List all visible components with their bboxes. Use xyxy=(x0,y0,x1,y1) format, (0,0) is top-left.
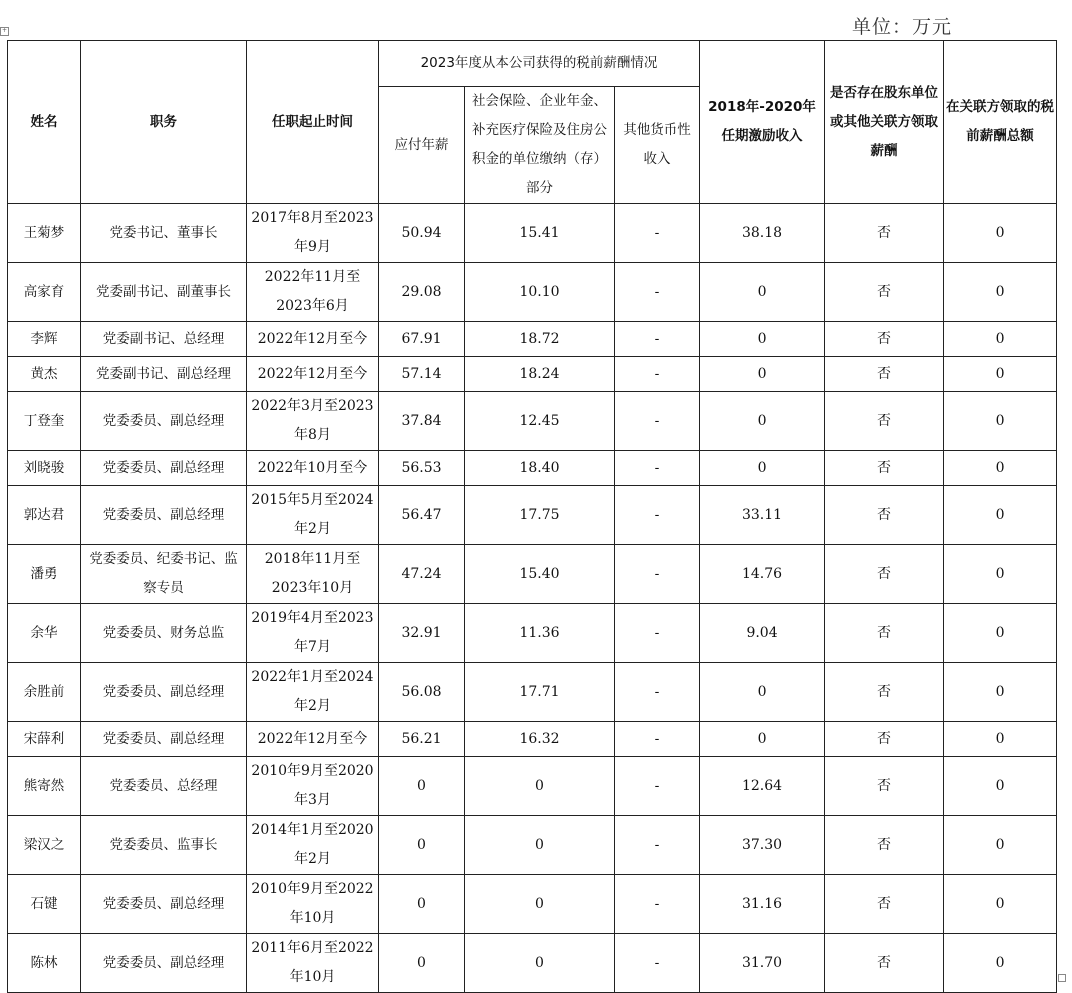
row-tenure: 2022年3月至2023年8月 xyxy=(247,392,379,451)
salary-table xyxy=(7,40,1057,993)
table-row xyxy=(8,663,1057,722)
row-other-income: - xyxy=(615,357,700,392)
header-position: 职务 xyxy=(81,41,247,204)
header-related-total: 在关联方领取的税前薪酬总额 xyxy=(944,41,1057,204)
row-social-insurance: 16.32 xyxy=(465,722,615,757)
row-position: 党委委员、总经理 xyxy=(81,757,247,816)
row-social-insurance: 12.45 xyxy=(465,392,615,451)
row-other-income: - xyxy=(615,486,700,545)
row-incentive: 0 xyxy=(700,663,825,722)
table-row xyxy=(8,875,1057,934)
row-other-income: - xyxy=(615,263,700,322)
row-incentive: 0 xyxy=(700,392,825,451)
row-social-insurance: 0 xyxy=(465,816,615,875)
row-incentive: 31.70 xyxy=(700,934,825,993)
row-name: 石键 xyxy=(8,875,81,934)
row-position: 党委委员、副总经理 xyxy=(81,722,247,757)
row-name: 高家育 xyxy=(8,263,81,322)
row-tenure: 2022年10月至今 xyxy=(247,451,379,486)
row-other-income: - xyxy=(615,451,700,486)
header-other-income: 其他货币性收入 xyxy=(615,87,700,204)
row-position: 党委委员、纪委书记、监察专员 xyxy=(81,545,247,604)
row-position: 党委委员、副总经理 xyxy=(81,392,247,451)
row-incentive: 0 xyxy=(700,357,825,392)
row-social-insurance: 17.75 xyxy=(465,486,615,545)
row-tenure: 2018年11月至2023年10月 xyxy=(247,545,379,604)
row-social-insurance: 18.72 xyxy=(465,322,615,357)
row-tenure: 2015年5月至2024年2月 xyxy=(247,486,379,545)
salary-table-body xyxy=(8,204,1057,993)
row-salary: 67.91 xyxy=(379,322,465,357)
table-row xyxy=(8,757,1057,816)
row-related-total: 0 xyxy=(944,663,1057,722)
row-salary: 0 xyxy=(379,757,465,816)
row-related-total: 0 xyxy=(944,263,1057,322)
row-related-total: 0 xyxy=(944,604,1057,663)
table-row xyxy=(8,392,1057,451)
row-incentive: 14.76 xyxy=(700,545,825,604)
header-annual-salary: 应付年薪 xyxy=(379,87,465,204)
row-other-income: - xyxy=(615,934,700,993)
unit-label: 单位：万元 xyxy=(852,16,953,38)
row-other-income: - xyxy=(615,322,700,357)
row-other-income: - xyxy=(615,875,700,934)
row-salary: 47.24 xyxy=(379,545,465,604)
table-row xyxy=(8,204,1057,263)
row-related-party: 否 xyxy=(825,322,944,357)
row-incentive: 33.11 xyxy=(700,486,825,545)
row-name: 余华 xyxy=(8,604,81,663)
header-related-party: 是否存在股东单位或其他关联方领取薪酬 xyxy=(825,41,944,204)
row-position: 党委委员、副总经理 xyxy=(81,663,247,722)
header-2023-group: 2023年度从本公司获得的税前薪酬情况 xyxy=(379,41,700,87)
row-position: 党委副书记、总经理 xyxy=(81,322,247,357)
row-position: 党委书记、董事长 xyxy=(81,204,247,263)
row-related-party: 否 xyxy=(825,451,944,486)
row-related-party: 否 xyxy=(825,663,944,722)
row-tenure: 2022年12月至今 xyxy=(247,357,379,392)
row-name: 丁登奎 xyxy=(8,392,81,451)
row-related-party: 否 xyxy=(825,263,944,322)
row-position: 党委委员、监事长 xyxy=(81,816,247,875)
row-salary: 0 xyxy=(379,875,465,934)
row-incentive: 12.64 xyxy=(700,757,825,816)
row-related-party: 否 xyxy=(825,486,944,545)
row-position: 党委委员、财务总监 xyxy=(81,604,247,663)
row-social-insurance: 15.40 xyxy=(465,545,615,604)
row-related-total: 0 xyxy=(944,875,1057,934)
row-salary: 56.08 xyxy=(379,663,465,722)
row-salary: 0 xyxy=(379,934,465,993)
table-row xyxy=(8,545,1057,604)
row-related-total: 0 xyxy=(944,934,1057,993)
table-row xyxy=(8,451,1057,486)
row-incentive: 0 xyxy=(700,722,825,757)
row-salary: 56.53 xyxy=(379,451,465,486)
row-name: 郭达君 xyxy=(8,486,81,545)
row-social-insurance: 11.36 xyxy=(465,604,615,663)
row-tenure: 2010年9月至2022年10月 xyxy=(247,875,379,934)
table-row xyxy=(8,722,1057,757)
row-related-party: 否 xyxy=(825,816,944,875)
row-related-total: 0 xyxy=(944,722,1057,757)
row-incentive: 0 xyxy=(700,451,825,486)
row-related-party: 否 xyxy=(825,875,944,934)
row-position: 党委委员、副总经理 xyxy=(81,934,247,993)
row-tenure: 2017年8月至2023年9月 xyxy=(247,204,379,263)
row-related-total: 0 xyxy=(944,204,1057,263)
row-tenure: 2022年12月至今 xyxy=(247,722,379,757)
row-other-income: - xyxy=(615,545,700,604)
table-row xyxy=(8,486,1057,545)
row-related-party: 否 xyxy=(825,604,944,663)
row-salary: 37.84 xyxy=(379,392,465,451)
row-social-insurance: 10.10 xyxy=(465,263,615,322)
row-social-insurance: 18.24 xyxy=(465,357,615,392)
row-related-party: 否 xyxy=(825,722,944,757)
row-tenure: 2022年11月至2023年6月 xyxy=(247,263,379,322)
row-tenure: 2022年12月至今 xyxy=(247,322,379,357)
row-other-income: - xyxy=(615,816,700,875)
row-name: 李辉 xyxy=(8,322,81,357)
table-row xyxy=(8,322,1057,357)
row-related-total: 0 xyxy=(944,357,1057,392)
row-incentive: 9.04 xyxy=(700,604,825,663)
row-related-party: 否 xyxy=(825,357,944,392)
row-related-total: 0 xyxy=(944,545,1057,604)
row-name: 陈林 xyxy=(8,934,81,993)
row-salary: 32.91 xyxy=(379,604,465,663)
row-position: 党委副书记、副董事长 xyxy=(81,263,247,322)
row-position: 党委副书记、副总经理 xyxy=(81,357,247,392)
row-name: 梁汉之 xyxy=(8,816,81,875)
row-social-insurance: 0 xyxy=(465,934,615,993)
row-incentive: 37.30 xyxy=(700,816,825,875)
header-tenure: 任职起止时间 xyxy=(247,41,379,204)
row-related-total: 0 xyxy=(944,392,1057,451)
row-incentive: 31.16 xyxy=(700,875,825,934)
row-name: 王菊梦 xyxy=(8,204,81,263)
row-related-party: 否 xyxy=(825,934,944,993)
row-tenure: 2011年6月至2022年10月 xyxy=(247,934,379,993)
row-salary: 57.14 xyxy=(379,357,465,392)
row-incentive: 38.18 xyxy=(700,204,825,263)
row-related-party: 否 xyxy=(825,757,944,816)
header-social-insurance: 社会保险、企业年金、补充医疗保险及住房公积金的单位缴纳（存）部分 xyxy=(465,87,615,204)
row-name: 宋薛利 xyxy=(8,722,81,757)
row-related-total: 0 xyxy=(944,322,1057,357)
table-row xyxy=(8,357,1057,392)
row-other-income: - xyxy=(615,392,700,451)
row-tenure: 2014年1月至2020年2月 xyxy=(247,816,379,875)
row-salary: 0 xyxy=(379,816,465,875)
row-social-insurance: 17.71 xyxy=(465,663,615,722)
row-position: 党委委员、副总经理 xyxy=(81,451,247,486)
row-position: 党委委员、副总经理 xyxy=(81,875,247,934)
row-name: 黄杰 xyxy=(8,357,81,392)
table-row xyxy=(8,816,1057,875)
row-position: 党委委员、副总经理 xyxy=(81,486,247,545)
row-related-party: 否 xyxy=(825,545,944,604)
row-social-insurance: 18.40 xyxy=(465,451,615,486)
row-salary: 29.08 xyxy=(379,263,465,322)
table-anchor-icon[interactable]: + xyxy=(1,27,8,34)
row-name: 刘晓骏 xyxy=(8,451,81,486)
row-name: 余胜前 xyxy=(8,663,81,722)
row-social-insurance: 0 xyxy=(465,757,615,816)
row-salary: 50.94 xyxy=(379,204,465,263)
table-resize-handle[interactable] xyxy=(1058,974,1066,982)
row-name: 潘勇 xyxy=(8,545,81,604)
row-related-party: 否 xyxy=(825,204,944,263)
header-name: 姓名 xyxy=(8,41,81,204)
row-salary: 56.47 xyxy=(379,486,465,545)
row-other-income: - xyxy=(615,757,700,816)
row-related-total: 0 xyxy=(944,486,1057,545)
row-other-income: - xyxy=(615,663,700,722)
row-salary: 56.21 xyxy=(379,722,465,757)
row-incentive: 0 xyxy=(700,322,825,357)
row-incentive: 0 xyxy=(700,263,825,322)
row-tenure: 2019年4月至2023年7月 xyxy=(247,604,379,663)
row-other-income: - xyxy=(615,604,700,663)
table-row xyxy=(8,604,1057,663)
row-social-insurance: 15.41 xyxy=(465,204,615,263)
row-related-party: 否 xyxy=(825,392,944,451)
row-other-income: - xyxy=(615,204,700,263)
row-tenure: 2022年1月至2024年2月 xyxy=(247,663,379,722)
row-other-income: - xyxy=(615,722,700,757)
row-related-total: 0 xyxy=(944,451,1057,486)
header-incentive: 2018年-2020年任期激励收入 xyxy=(700,41,825,204)
row-tenure: 2010年9月至2020年3月 xyxy=(247,757,379,816)
table-row xyxy=(8,263,1057,322)
row-name: 熊寄然 xyxy=(8,757,81,816)
row-related-total: 0 xyxy=(944,757,1057,816)
row-social-insurance: 0 xyxy=(465,875,615,934)
row-related-total: 0 xyxy=(944,816,1057,875)
